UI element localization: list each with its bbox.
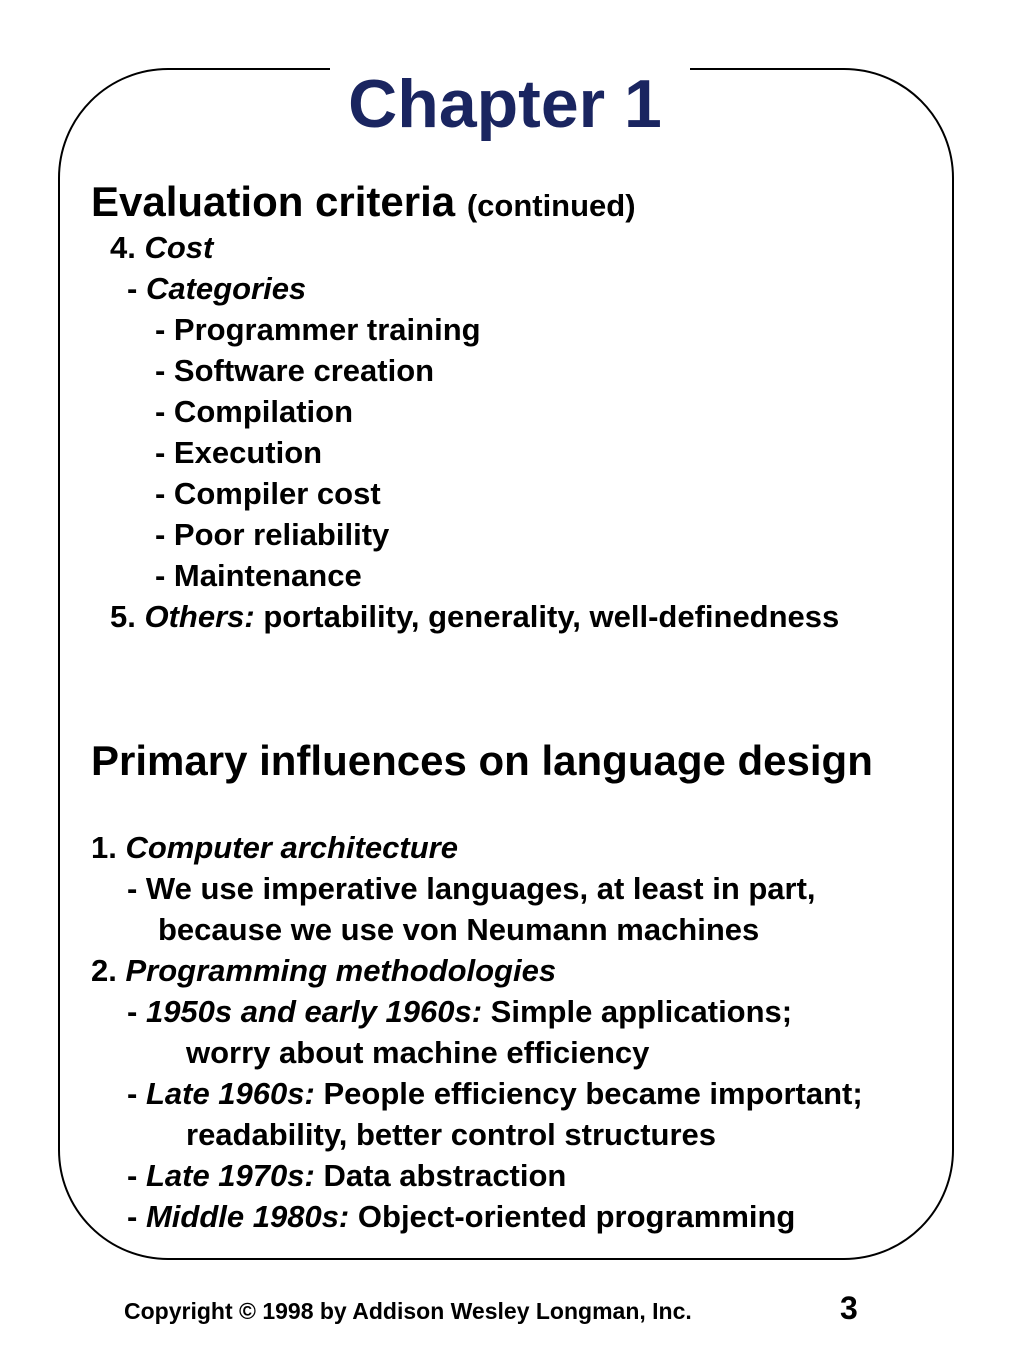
era-label: 1950s and early 1960s: <box>145 994 483 1029</box>
list-item-others <box>110 597 839 637</box>
category-item: - Poor reliability <box>155 517 390 552</box>
architecture-line-2: because we use von Neumann machines <box>158 912 760 947</box>
dash: - <box>127 1158 138 1193</box>
architecture-line-1: - We use imperative languages, at least in part, <box>127 871 816 906</box>
list-item-cost <box>110 228 213 268</box>
item-number: 2. <box>91 953 117 988</box>
dash: - <box>127 271 138 306</box>
item-number: 1. <box>91 830 117 865</box>
item-label: Programming methodologies <box>125 953 557 988</box>
methodology-item-1950s <box>127 992 792 1032</box>
category-item: - Maintenance <box>155 558 362 593</box>
category-item: - Programmer training <box>155 312 481 347</box>
methodology-item-late-1960s <box>127 1074 863 1114</box>
item-text: portability, generality, well-definedness <box>263 599 840 634</box>
list-item-methodologies <box>91 951 556 991</box>
heading-note: (continued) <box>466 188 636 223</box>
item-number: 4. <box>110 230 136 265</box>
item-label: Cost <box>144 230 214 265</box>
dash: - <box>127 994 138 1029</box>
category-item: - Compilation <box>155 394 354 429</box>
era-text: Data abstraction <box>323 1158 567 1193</box>
era-label: Middle 1980s: <box>145 1199 350 1234</box>
era-label: Late 1970s: <box>145 1158 315 1193</box>
methodology-item-late-1970s <box>127 1156 566 1196</box>
list-item-categories <box>127 269 306 309</box>
era-text: Simple applications; <box>490 994 793 1029</box>
copyright-notice: Copyright © 1998 by Addison Wesley Longman, Inc. <box>124 1298 692 1324</box>
era-text: People efficiency became important; <box>323 1076 863 1111</box>
item-number: 5. <box>110 599 136 634</box>
item-label: Categories <box>145 271 307 306</box>
methodology-continuation: worry about machine efficiency <box>186 1035 650 1070</box>
section-heading-influences: Primary influences on language design <box>91 737 873 784</box>
slide-title: Chapter 1 <box>348 66 662 142</box>
section-heading-evaluation <box>91 177 636 231</box>
era-text: Object-oriented programming <box>357 1199 796 1234</box>
methodology-item-middle-1980s <box>127 1197 795 1237</box>
category-item: - Execution <box>155 435 323 470</box>
item-label: Others: <box>144 599 255 634</box>
item-label: Computer architecture <box>125 830 458 865</box>
list-item-architecture <box>91 828 458 868</box>
category-item: - Software creation <box>155 353 435 388</box>
heading-text: Evaluation criteria <box>91 178 456 225</box>
methodology-continuation: readability, better control structures <box>186 1117 716 1152</box>
dash: - <box>127 1076 138 1111</box>
dash: - <box>127 1199 138 1234</box>
page-number: 3 <box>840 1290 858 1326</box>
era-label: Late 1960s: <box>145 1076 315 1111</box>
category-item: - Compiler cost <box>155 476 381 511</box>
